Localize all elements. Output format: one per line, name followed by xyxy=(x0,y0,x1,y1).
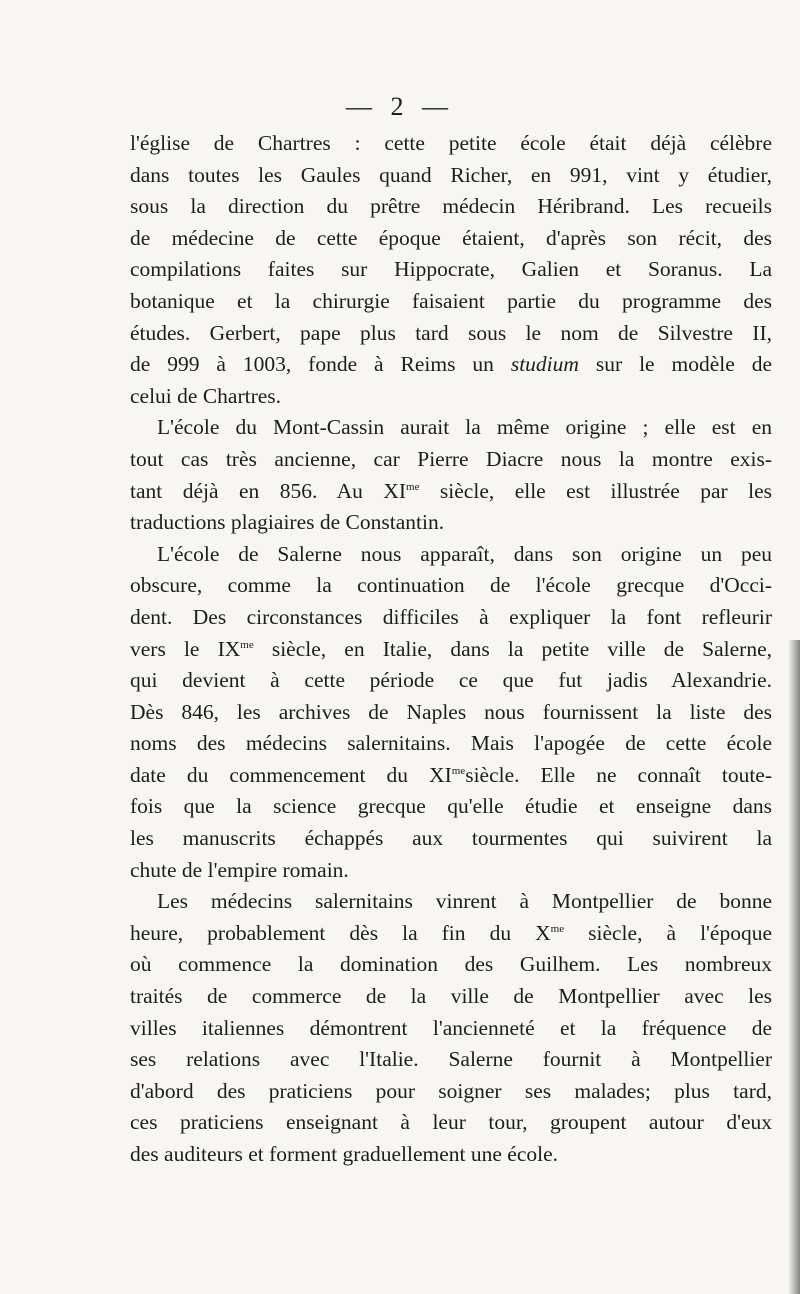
text-fragment: siècle, elle est illustrée par les xyxy=(419,478,773,503)
text-line: tout cas très ancienne, car Pierre Diacre nous la montre exis- xyxy=(130,446,772,471)
text-line: ses relations avec l'Italie. Salerne fournit à Montpellier xyxy=(130,1047,772,1072)
paragraph-start: L'école du Mont-Cassin aurait la même origine ; elle est en xyxy=(157,415,772,440)
text-line: des auditeurs et forment graduellement une école. xyxy=(130,1142,559,1166)
page-number: — 2 — xyxy=(346,92,454,121)
text-line xyxy=(130,476,772,508)
text-line: les manuscrits échappés aux tourmentes qui suivirent la xyxy=(130,826,772,851)
text-line: de médecine de cette époque étaient, d'après son récit, des xyxy=(130,225,772,250)
text-line: sous la direction du prêtre médecin Héribrand. Les recueils xyxy=(130,194,772,219)
text-fragment: date du commencement du XI xyxy=(130,762,452,787)
text-fragment: tant déjà en 856. Au XI xyxy=(130,478,407,503)
text-line: dans toutes les Gaules quand Richer, en 991, vint y étudier, xyxy=(130,162,772,187)
ordinal-superscript: me xyxy=(406,480,420,493)
text-line: l'église de Chartres : cette petite école était déjà célèbre xyxy=(130,131,772,155)
paragraph-start: L'école de Salerne nous apparaît, dans son origine un peu xyxy=(157,541,772,566)
ordinal-superscript: me xyxy=(240,638,254,651)
text-fragment: sur le modèle de xyxy=(578,352,773,377)
text-line xyxy=(130,634,772,666)
text-line xyxy=(130,349,772,381)
text-line: dent. Des circonstances difficiles à expliquer la font refleurir xyxy=(130,604,772,629)
page-edge-shadow xyxy=(788,640,800,1294)
text-line xyxy=(130,918,772,950)
text-line: celui de Chartres. xyxy=(130,383,282,408)
text-line: traités de commerce de la ville de Montpellier avec les xyxy=(130,984,772,1009)
text-line: obscure, comme la continuation de l'école grecque d'Occi- xyxy=(130,573,772,598)
ordinal-superscript: me xyxy=(451,764,466,777)
body-text xyxy=(130,128,772,1171)
text-fragment: de 999 à 1003, fonde à Reims un xyxy=(130,352,494,377)
text-line: d'abord des praticiens pour soigner ses malades; plus tard, xyxy=(130,1078,772,1103)
text-fragment: siècle. Elle ne connaît toute- xyxy=(465,762,772,787)
text-line: botanique et la chirurgie faisaient partie du programme des xyxy=(130,288,772,313)
text-line: où commence la domination des Guilhem. Les nombreux xyxy=(130,952,772,977)
text-fragment: siècle, à l'époque xyxy=(564,920,772,945)
text-line xyxy=(130,760,772,792)
ordinal-superscript: me xyxy=(550,922,565,935)
text-line: fois que la science grecque qu'elle étudie et enseigne dans xyxy=(130,794,772,819)
latin-term: studium xyxy=(510,352,579,377)
text-line: Dès 846, les archives de Naples nous fournissent la liste des xyxy=(130,699,772,724)
text-line: traductions plagiaires de Constantin. xyxy=(130,510,445,535)
text-line: compilations faites sur Hippocrate, Galien et Soranus. La xyxy=(130,257,772,282)
text-line: noms des médecins salernitains. Mais l'apogée de cette école xyxy=(130,731,772,756)
text-line: chute de l'empire romain. xyxy=(130,857,349,882)
text-fragment: vers le IX xyxy=(130,636,241,661)
text-line: qui devient à cette période ce que fut jadis Alexandrie. xyxy=(130,668,772,693)
text-fragment: heure, probablement dès la fin du X xyxy=(130,920,551,945)
text-line: villes italiennes démontrent l'ancienneté et la fréquence de xyxy=(130,1015,772,1040)
text-line: ces praticiens enseignant à leur tour, groupent autour d'eux xyxy=(130,1110,772,1135)
text-fragment: siècle, en Italie, dans la petite ville de Salerne, xyxy=(253,636,772,661)
text-line: études. Gerbert, pape plus tard sous le nom de Silvestre II, xyxy=(130,320,772,345)
paragraph-start: Les médecins salernitains vinrent à Montpellier de bonne xyxy=(157,889,772,914)
